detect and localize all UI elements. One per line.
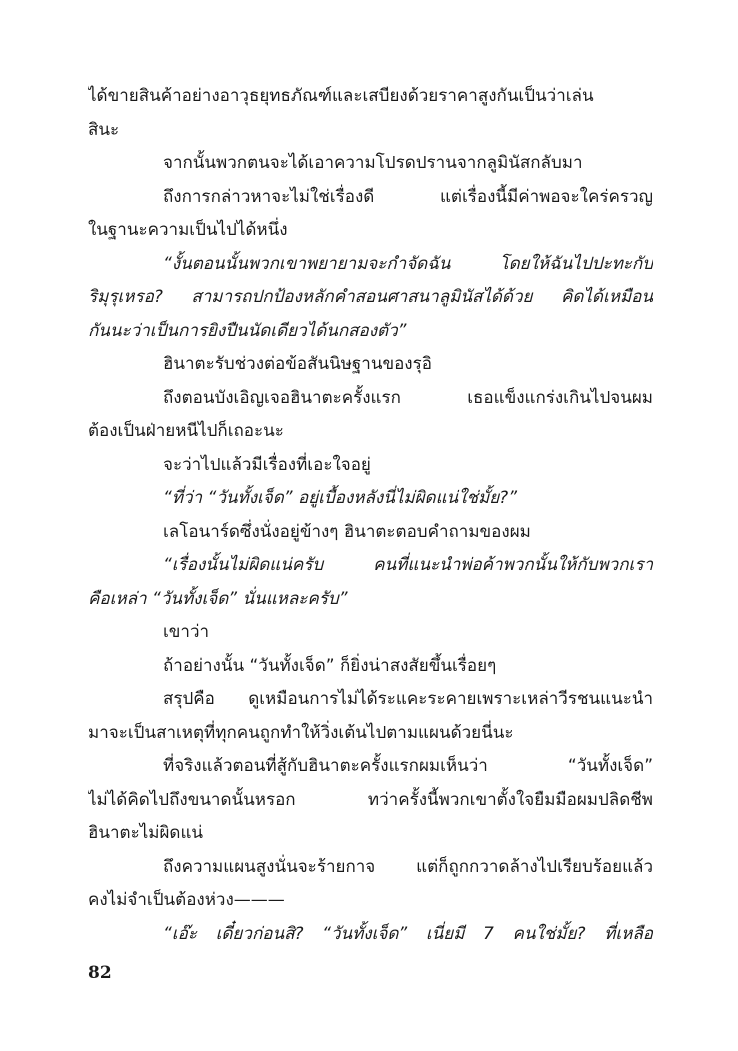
text-line: ถึงตอนบังเอิญเจอฮินาตะครั้งแรก เธอแข็งแกร่งเกินไปจนผม [163, 387, 653, 408]
dialogue-line: คือเหล่า “วันทั้งเจ็ด” นั่นแหละครับ” [88, 588, 348, 609]
dialogue-line: กันนะว่าเป็นการยิงปืนนัดเดียวได้นกสองตัว” [88, 320, 407, 341]
dialogue-line: “งั้นตอนนั้นพวกเขาพยายามจะกำจัดฉัน โดยให้ฉันไปปะทะกับ [163, 253, 653, 274]
text-line: เขาว่า [163, 622, 210, 642]
text-line: จะว่าไปแล้วมีเรื่องที่เอะใจอยู่ [163, 454, 371, 475]
text-line: ฮินาตะรับช่วงต่อข้อสันนิษฐานของรุอิ [163, 354, 432, 374]
text-line: ที่จริงแล้วตอนที่สู้กับฮินาตะครั้งแรกผมเห็นว่า “วันทั้งเจ็ด” [163, 756, 653, 776]
text-line: จากนั้นพวกตนจะได้เอาความโปรดปรานจากลูมินัสกลับมา [163, 153, 583, 173]
text-line: ไม่ได้คิดไปถึงขนาดนั้นหรอก ทว่าครั้งนี้พวกเขาตั้งใจยืมมือผมปลิดชีพ [88, 789, 653, 810]
text-line: ได้ขายสินค้าอย่างอาวุธยุทธภัณฑ์และเสบียงด้วยราคาสูงกันเป็นว่าเล่น [88, 86, 594, 106]
text-line: ฮินาตะไม่ผิดแน่ [88, 823, 204, 843]
dialogue-line: “เอ๊ะ เดี๋ยวก่อนสิ? “วันทั้งเจ็ด” เนี่ยมี 7 คนใช่มั้ย? ที่เหลือ [163, 923, 653, 944]
text-line: สินะ [88, 119, 120, 140]
text-line: ถ้าอย่างนั้น “วันทั้งเจ็ด” ก็ยิ่งน่าสงสัยขึ้นเรื่อยๆ [163, 655, 497, 676]
text-line: ในฐานะความเป็นไปได้หนึ่ง [88, 220, 288, 240]
dialogue-line: “เรื่องนั้นไม่ผิดแน่ครับ คนที่แนะนำพ่อค้าพวกนั้นให้กับพวกเรา [163, 555, 653, 575]
text-line: มาจะเป็นสาเหตุที่ทุกคนถูกทำให้วิ่งเต้นไปตามแผนด้วยนี่นะ [88, 722, 514, 743]
text-line: ต้องเป็นฝ่ายหนีไปก็เถอะนะ [88, 421, 284, 441]
dialogue-line: “ที่ว่า “วันทั้งเจ็ด” อยู่เบื้องหลังนี่ไม่ผิดแน่ใช่มั้ย?” [163, 488, 518, 508]
page-number: 82 [88, 963, 112, 983]
text-line: เลโอนาร์ดซึ่งนั่งอยู่ข้างๆ ฮินาตะตอบคำถามของผม [163, 521, 531, 542]
text-line: ถึงความแผนสูงนั่นจะร้ายกาจ แต่ก็ถูกกวาดล้างไปเรียบร้อยแล้ว [163, 856, 653, 877]
text-line: สรุปคือ ดูเหมือนการไม่ได้ระแคะระคายเพราะเหล่าวีรชนแนะนำ [163, 689, 653, 709]
dialogue-line: ริมุรุเหรอ? สามารถปกป้องหลักคำสอนศาสนาลูมินัสได้ด้วย คิดได้เหมือน [88, 287, 653, 307]
text-line: คงไม่จำเป็นต้องห่วง——— [88, 890, 285, 910]
book-page-text [88, 80, 653, 951]
text-line: ถึงการกล่าวหาจะไม่ใช่เรื่องดี แต่เรื่องนี้มีค่าพอจะใคร่ครวญ [163, 186, 653, 207]
